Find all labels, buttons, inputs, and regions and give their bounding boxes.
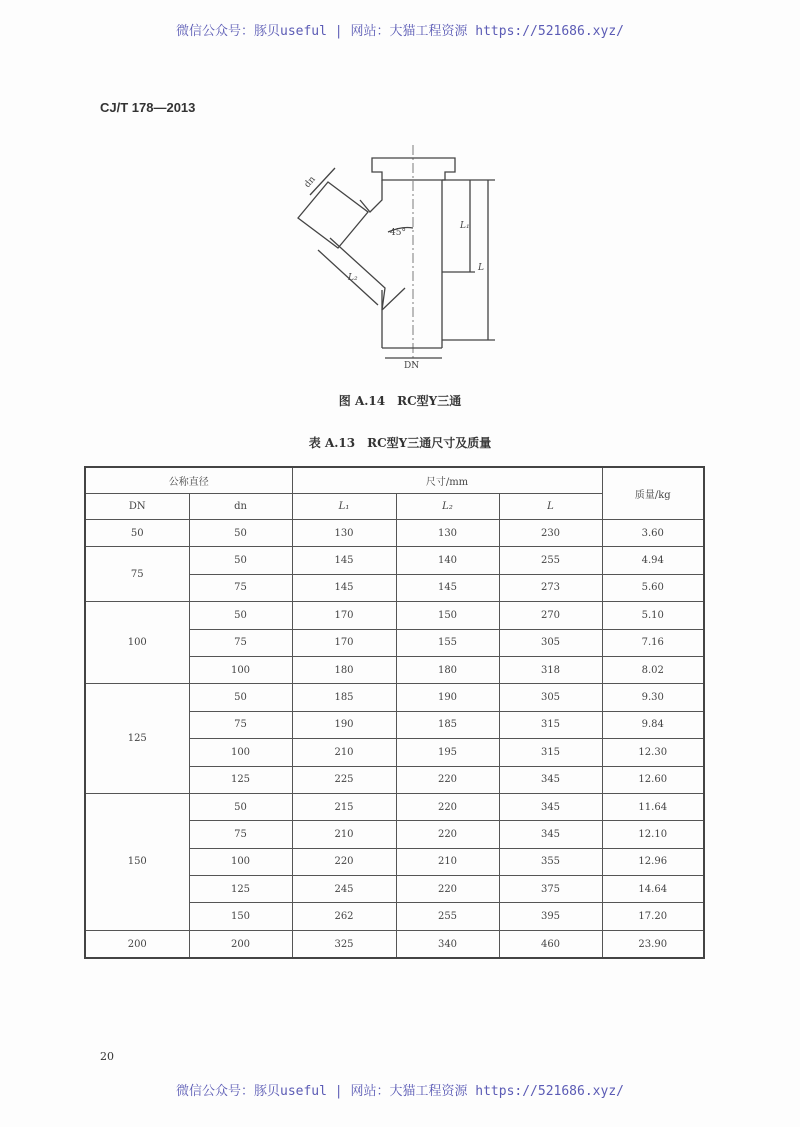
table-row bbox=[85, 602, 704, 629]
table-caption: 表 A.13 RC型Y三通尺寸及质量 bbox=[308, 436, 492, 450]
figure-caption: 图 A.14 RC型Y三通 bbox=[338, 394, 462, 408]
cell-mass: 12.60 bbox=[602, 766, 704, 793]
cell-L2: 185 bbox=[396, 711, 499, 738]
table-row bbox=[85, 684, 704, 711]
cell-L2: 220 bbox=[396, 821, 499, 848]
cell-L2: 220 bbox=[396, 793, 499, 820]
cell-L: 315 bbox=[499, 711, 602, 738]
cell-L1: 210 bbox=[292, 739, 396, 766]
cell-mass: 23.90 bbox=[602, 930, 704, 958]
cell-mass: 8.02 bbox=[602, 656, 704, 683]
cell-L1: 190 bbox=[292, 711, 396, 738]
cell-dn: 50 bbox=[189, 793, 292, 820]
cell-L: 395 bbox=[499, 903, 602, 930]
cell-L2: 150 bbox=[396, 602, 499, 629]
table-row bbox=[85, 520, 704, 547]
table-row bbox=[85, 930, 704, 958]
dn-bottom-label: DN bbox=[404, 361, 420, 370]
cell-mass: 7.16 bbox=[602, 629, 704, 656]
cell-mass: 5.10 bbox=[602, 602, 704, 629]
cell-dn: 125 bbox=[189, 876, 292, 903]
cell-L: 355 bbox=[499, 848, 602, 875]
cell-dn: 50 bbox=[189, 684, 292, 711]
cell-L: 230 bbox=[499, 520, 602, 547]
cell-L1: 130 bbox=[292, 520, 396, 547]
cell-dn: 125 bbox=[189, 766, 292, 793]
cell-dn: 150 bbox=[189, 903, 292, 930]
page-number: 20 bbox=[100, 1050, 114, 1063]
cell-dn: 50 bbox=[189, 520, 292, 547]
cell-DN: 75 bbox=[85, 547, 189, 602]
cell-DN: 200 bbox=[85, 930, 189, 958]
cell-dn: 200 bbox=[189, 930, 292, 958]
cell-L: 305 bbox=[499, 629, 602, 656]
cell-L1: 185 bbox=[292, 684, 396, 711]
cell-mass: 12.10 bbox=[602, 821, 704, 848]
cell-L1: 220 bbox=[292, 848, 396, 875]
cell-dn: 100 bbox=[189, 739, 292, 766]
header-mass: 质量/kg bbox=[602, 467, 704, 520]
cell-L1: 145 bbox=[292, 574, 396, 601]
l1-label: L₁ bbox=[460, 221, 470, 231]
cell-L2: 220 bbox=[396, 876, 499, 903]
cell-L1: 170 bbox=[292, 602, 396, 629]
cell-dn: 100 bbox=[189, 656, 292, 683]
cell-mass: 14.64 bbox=[602, 876, 704, 903]
cell-L2: 195 bbox=[396, 739, 499, 766]
cell-L1: 245 bbox=[292, 876, 396, 903]
cell-L: 273 bbox=[499, 574, 602, 601]
cell-L2: 155 bbox=[396, 629, 499, 656]
y-tee-diagram bbox=[290, 140, 520, 370]
cell-L: 270 bbox=[499, 602, 602, 629]
header-dimensions: 尺寸/mm bbox=[292, 467, 602, 494]
header-L2: L₂ bbox=[396, 494, 499, 520]
dn-label: dn bbox=[302, 174, 318, 190]
cell-L: 460 bbox=[499, 930, 602, 958]
l-label: L bbox=[478, 263, 484, 273]
cell-L1: 210 bbox=[292, 821, 396, 848]
cell-mass: 9.30 bbox=[602, 684, 704, 711]
table-row bbox=[85, 793, 704, 820]
header-L: L bbox=[499, 494, 602, 520]
cell-L1: 170 bbox=[292, 629, 396, 656]
table-row bbox=[85, 547, 704, 574]
cell-L1: 215 bbox=[292, 793, 396, 820]
cell-L2: 190 bbox=[396, 684, 499, 711]
cell-DN: 125 bbox=[85, 684, 189, 794]
cell-L1: 145 bbox=[292, 547, 396, 574]
cell-mass: 9.84 bbox=[602, 711, 704, 738]
cell-dn: 75 bbox=[189, 574, 292, 601]
cell-L2: 180 bbox=[396, 656, 499, 683]
cell-L1: 180 bbox=[292, 656, 396, 683]
header-nominal-diameter: 公称直径 bbox=[85, 467, 292, 494]
cell-DN: 50 bbox=[85, 520, 189, 547]
cell-mass: 3.60 bbox=[602, 520, 704, 547]
cell-L2: 220 bbox=[396, 766, 499, 793]
cell-L: 375 bbox=[499, 876, 602, 903]
l2-label: L₂ bbox=[348, 273, 358, 283]
cell-dn: 75 bbox=[189, 711, 292, 738]
cell-mass: 4.94 bbox=[602, 547, 704, 574]
cell-dn: 100 bbox=[189, 848, 292, 875]
dimension-table bbox=[84, 466, 705, 959]
watermark-top: 微信公众号：豚贝useful | 网站：大猫工程资源 https://521686.xyz/ bbox=[176, 24, 624, 39]
cell-L2: 145 bbox=[396, 574, 499, 601]
cell-L1: 262 bbox=[292, 903, 396, 930]
cell-mass: 11.64 bbox=[602, 793, 704, 820]
cell-mass: 5.60 bbox=[602, 574, 704, 601]
watermark-bottom: 微信公众号：豚贝useful | 网站：大猫工程资源 https://521686.xyz/ bbox=[176, 1084, 624, 1099]
header-dn: dn bbox=[189, 494, 292, 520]
header-L1: L₁ bbox=[292, 494, 396, 520]
cell-L1: 225 bbox=[292, 766, 396, 793]
angle-label: 45° bbox=[390, 228, 406, 238]
cell-mass: 17.20 bbox=[602, 903, 704, 930]
cell-L2: 140 bbox=[396, 547, 499, 574]
cell-mass: 12.30 bbox=[602, 739, 704, 766]
cell-dn: 75 bbox=[189, 821, 292, 848]
cell-L: 255 bbox=[499, 547, 602, 574]
cell-L: 345 bbox=[499, 766, 602, 793]
cell-L1: 325 bbox=[292, 930, 396, 958]
cell-dn: 75 bbox=[189, 629, 292, 656]
cell-L2: 255 bbox=[396, 903, 499, 930]
cell-L2: 210 bbox=[396, 848, 499, 875]
cell-DN: 100 bbox=[85, 602, 189, 684]
header-DN: DN bbox=[85, 494, 189, 520]
cell-L2: 130 bbox=[396, 520, 499, 547]
cell-L: 318 bbox=[499, 656, 602, 683]
cell-L: 315 bbox=[499, 739, 602, 766]
cell-L2: 340 bbox=[396, 930, 499, 958]
cell-L: 305 bbox=[499, 684, 602, 711]
cell-L: 345 bbox=[499, 821, 602, 848]
cell-mass: 12.96 bbox=[602, 848, 704, 875]
cell-dn: 50 bbox=[189, 602, 292, 629]
cell-DN: 150 bbox=[85, 793, 189, 930]
cell-dn: 50 bbox=[189, 547, 292, 574]
standard-code: CJ/T 178—2013 bbox=[100, 100, 196, 115]
cell-L: 345 bbox=[499, 793, 602, 820]
